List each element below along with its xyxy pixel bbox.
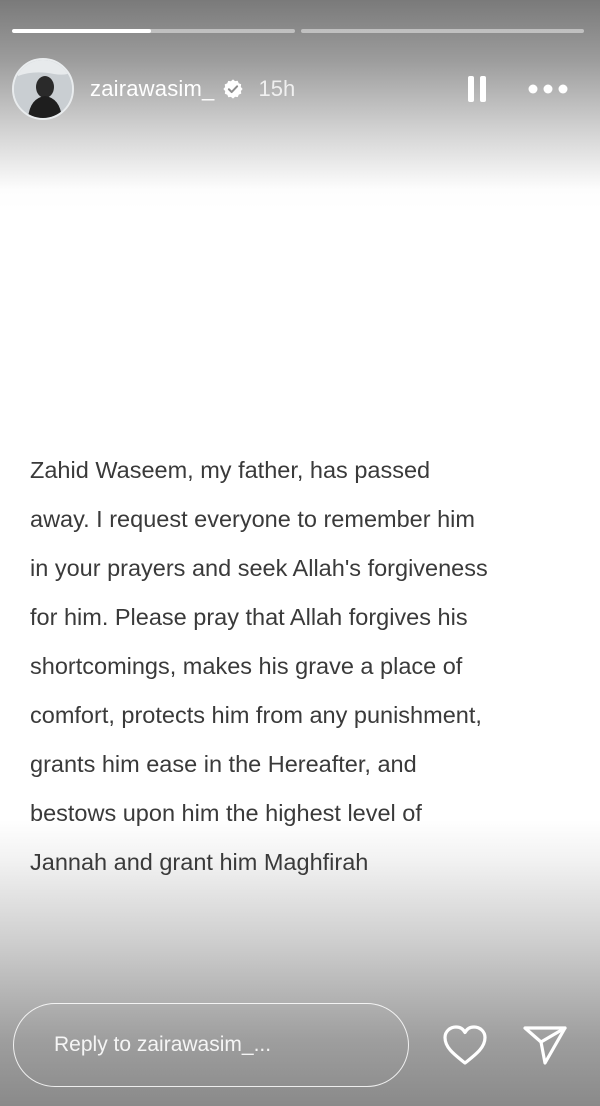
progress-segment-2 bbox=[301, 29, 584, 33]
header-actions bbox=[466, 75, 588, 103]
avatar-silhouette-icon bbox=[14, 60, 72, 118]
progress-fill-1 bbox=[12, 29, 151, 33]
progress-segment-1 bbox=[12, 29, 295, 33]
story-text: Zahid Waseem, my father, has passed away. I request everyone to remember him in your prayers and seek Allah's forgiveness for him. Please pray that Allah forgives his shortcomings, makes his grave a place of comfort, protects him from any punishment, grants him ease in the Hereafter, and bestows upon him the highest level of Jannah and grant him Maghfirah bbox=[30, 457, 488, 875]
post-time: 15h bbox=[258, 76, 296, 101]
avatar[interactable] bbox=[12, 58, 74, 120]
story-header bbox=[12, 57, 588, 121]
more-options-icon[interactable] bbox=[528, 84, 568, 94]
story-progress bbox=[12, 29, 584, 33]
verified-badge-icon bbox=[222, 78, 244, 100]
story-footer bbox=[13, 1002, 587, 1088]
reply-input[interactable] bbox=[13, 1003, 409, 1087]
heart-icon[interactable] bbox=[442, 1024, 488, 1066]
username[interactable]: zairawasim_ bbox=[90, 76, 215, 101]
pause-icon[interactable] bbox=[466, 75, 488, 103]
send-icon[interactable] bbox=[522, 1024, 568, 1066]
